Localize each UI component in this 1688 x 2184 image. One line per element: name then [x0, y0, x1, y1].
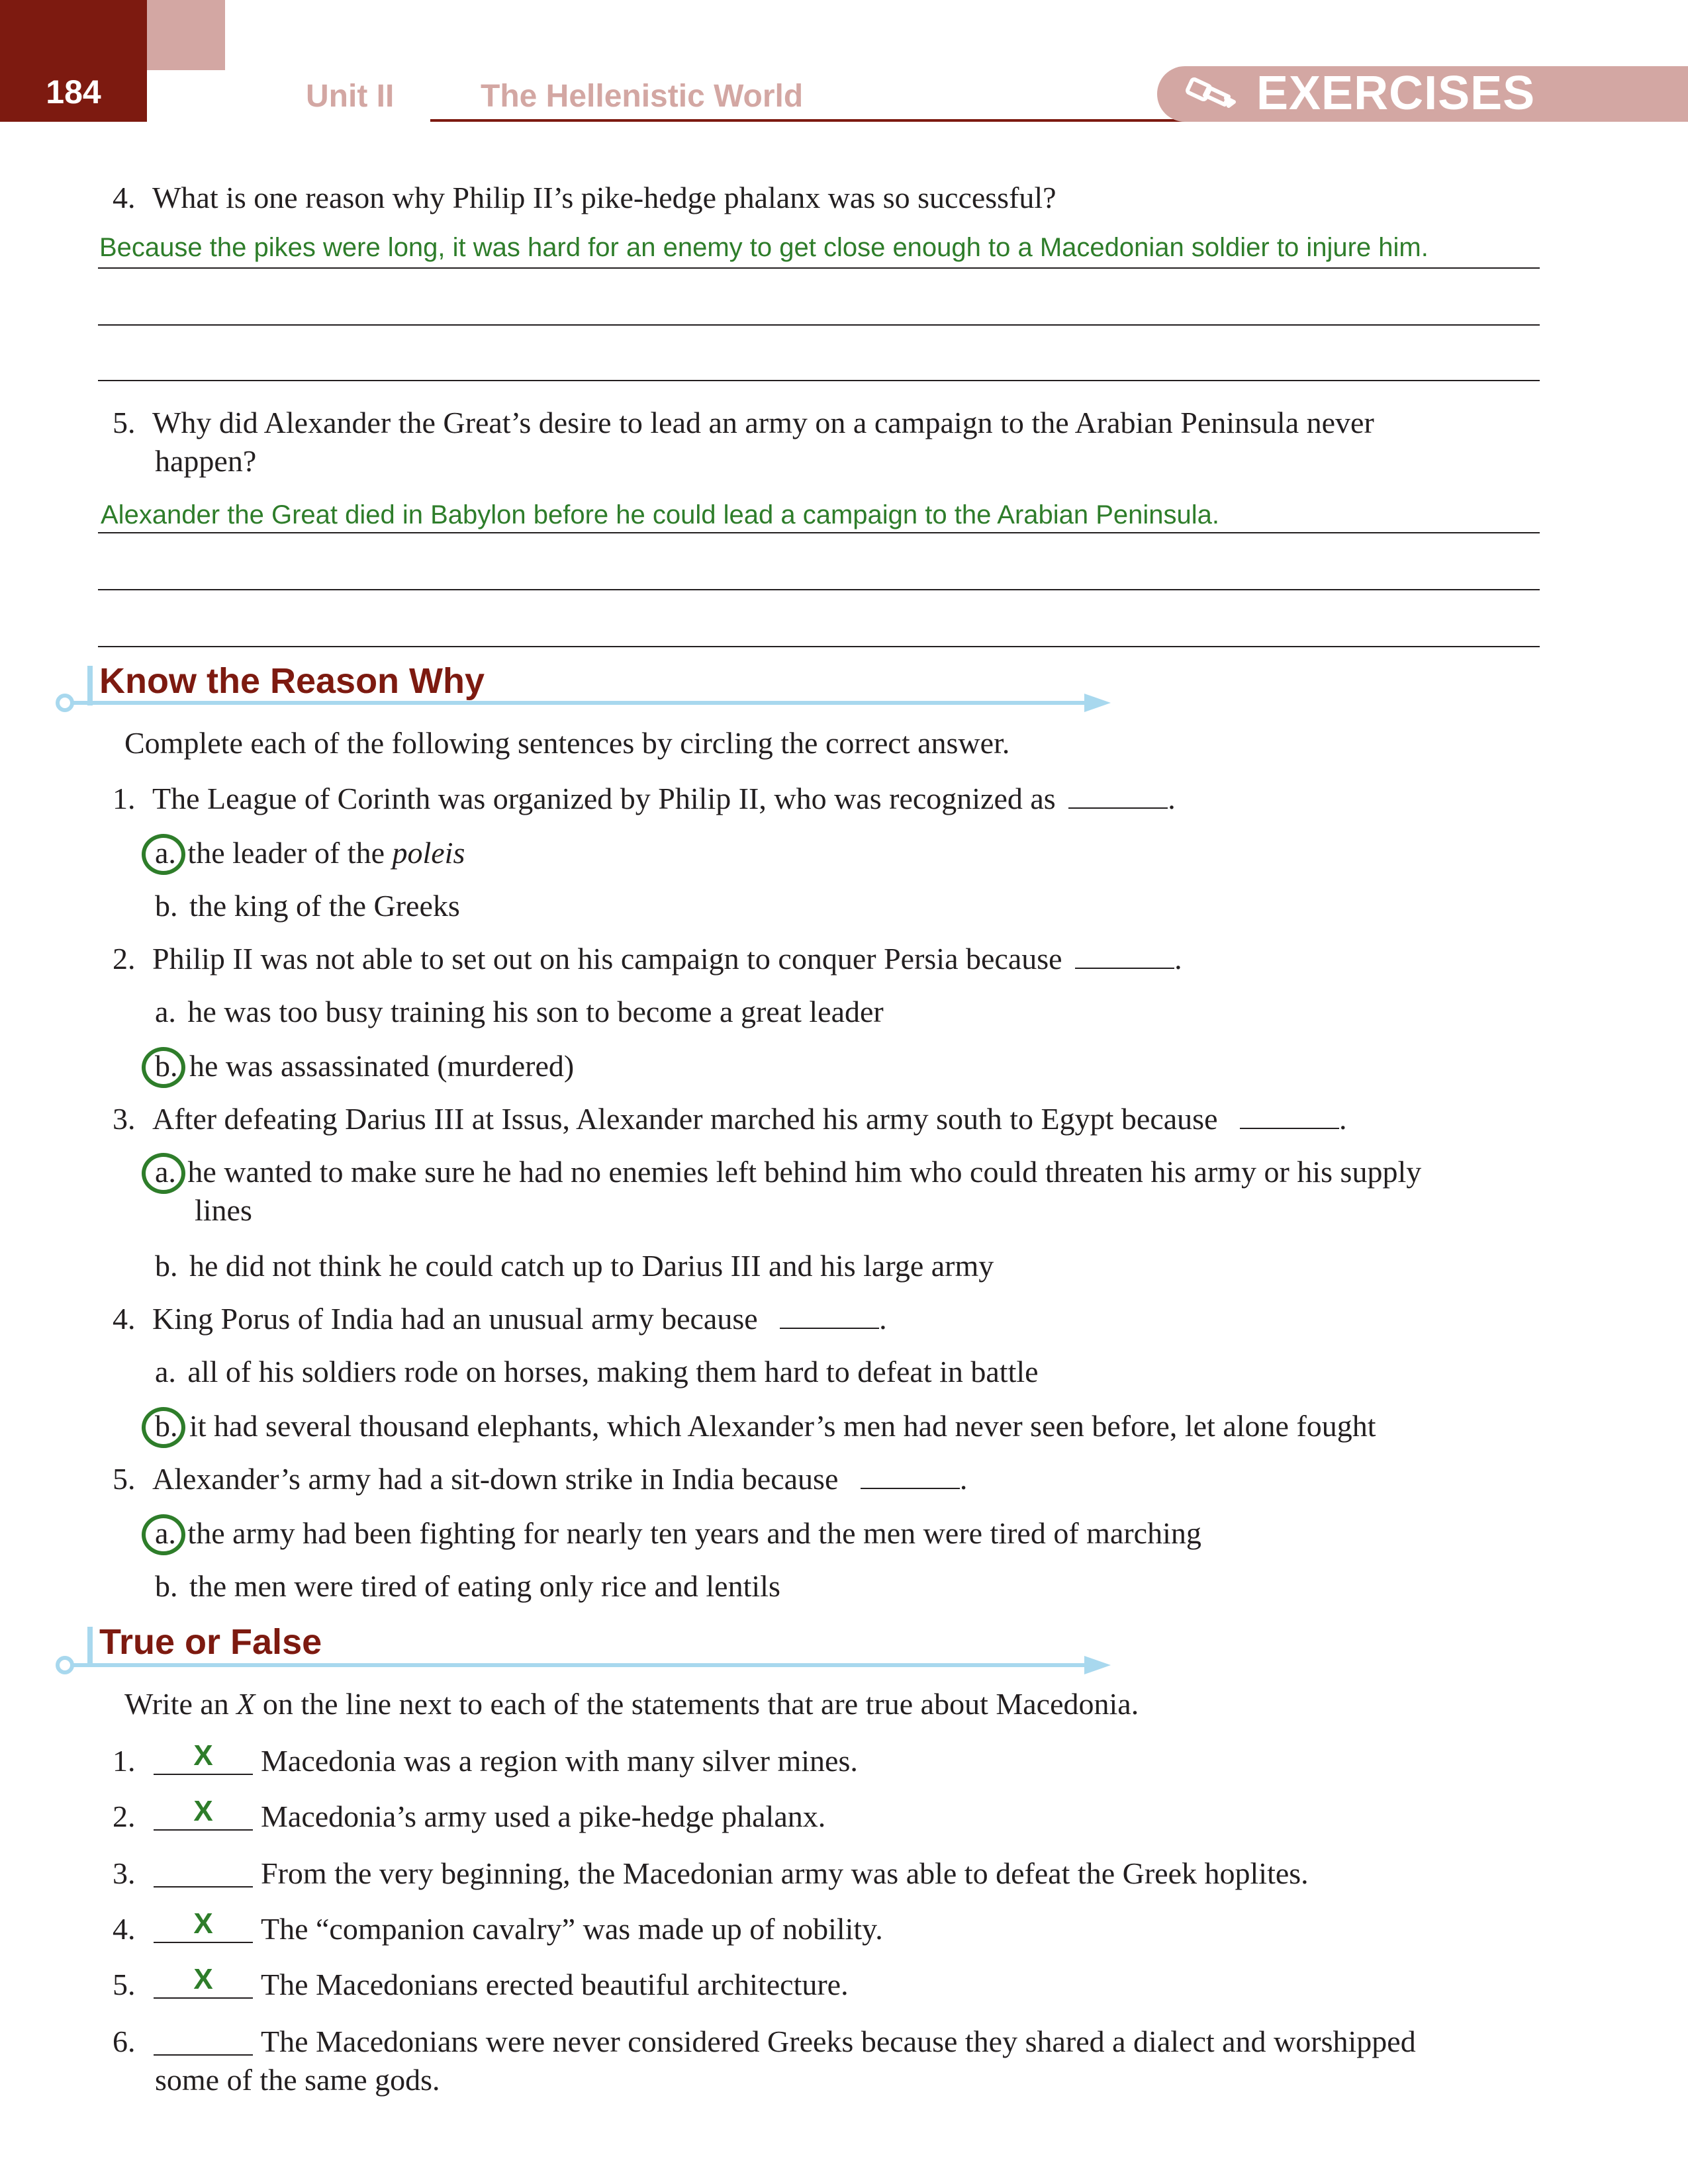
option-label: b.	[155, 1049, 178, 1083]
blank-line	[1075, 942, 1174, 969]
tf-statement: The Macedonians were never considered Greeks because they shared a dialect and worshipped	[261, 2025, 1416, 2058]
option-text: all of his soldiers rode on horses, making them hard to defeat in battle	[187, 1355, 1039, 1388]
question-number: 3.	[113, 1102, 136, 1136]
option-text: the men were tired of eating only rice and lentils	[189, 1569, 780, 1603]
answer-blank[interactable]	[154, 1774, 253, 1775]
question-number: 5.	[113, 1462, 136, 1496]
mc-question: 4. King Porus of India had an unusual army because .	[113, 1302, 887, 1336]
answer-4: Because the pikes were long, it was hard for an enemy to get close enough to a Macedonian soldier to injure him.	[99, 233, 1429, 262]
item-number: 6.	[113, 2025, 136, 2058]
item-number: 5.	[113, 1968, 136, 2001]
section-title-true-false: True or False	[99, 1622, 322, 1662]
answer-line	[98, 267, 1540, 269]
option-b[interactable]	[155, 1047, 574, 1085]
option-text: he was too busy training his son to become a great leader	[187, 995, 884, 1028]
question-stem: Philip II was not able to set out on his campaign to conquer Persia because	[152, 942, 1062, 976]
instructions-text: on the line next to each of the statements that are true about Macedonia.	[255, 1687, 1139, 1721]
tf-item	[113, 1797, 136, 1836]
question-4	[113, 179, 1056, 217]
option-label: b.	[155, 1409, 178, 1443]
question-number: 4.	[113, 1302, 136, 1336]
option-label: b.	[155, 1569, 178, 1603]
tf-statement: The “companion cavalry” was made up of nobility.	[261, 1912, 883, 1946]
option-text: it had several thousand elephants, which Alexander’s men had never seen before, let alone fought	[189, 1409, 1376, 1443]
option-text: he was assassinated (murdered)	[189, 1049, 575, 1083]
section-instructions: Complete each of the following sentences by circling the correct answer.	[124, 726, 1010, 760]
x-mark: X	[193, 1795, 213, 1827]
x-mark: X	[193, 1739, 213, 1772]
option-text: the army had been fighting for nearly ten years and the men were tired of marching	[187, 1516, 1201, 1550]
option-a[interactable]	[155, 834, 465, 872]
tf-item	[113, 2023, 136, 2061]
option-label: a.	[155, 1516, 176, 1550]
question-number: 4.	[113, 181, 136, 214]
section-title-know-reason: Know the Reason Why	[99, 661, 485, 701]
instructions-italic: X	[236, 1687, 256, 1721]
tf-item	[113, 1966, 136, 2004]
tf-item	[113, 1910, 136, 1948]
answer-line	[98, 324, 1540, 326]
option-text: he wanted to make sure he had no enemies left behind him who could threaten his army or his supply	[187, 1155, 1422, 1189]
option-b[interactable]	[155, 887, 460, 925]
unit-title: The Hellenistic World	[481, 79, 804, 114]
option-a[interactable]	[155, 1353, 1039, 1391]
option-label: b.	[155, 1249, 178, 1283]
question-stem: After defeating Darius III at Issus, Alexander marched his army south to Egypt because	[152, 1102, 1218, 1136]
blank-line	[1240, 1103, 1339, 1129]
question-5	[113, 404, 1374, 442]
unit-label: Unit II	[306, 79, 395, 114]
section-bar	[87, 1627, 93, 1666]
x-mark: X	[193, 1907, 213, 1940]
section-instructions	[124, 1685, 1139, 1723]
option-text: he did not think he could catch up to Darius III and his large army	[189, 1249, 994, 1283]
answer-line	[98, 532, 1540, 533]
option-text: the leader of the	[187, 836, 393, 870]
mc-question: 5. Alexander’s army had a sit-down strike in India because .	[113, 1462, 968, 1496]
header-divider	[430, 119, 1185, 122]
item-number: 4.	[113, 1912, 136, 1946]
answer-line	[98, 589, 1540, 590]
tf-item	[113, 1742, 136, 1780]
answer-blank[interactable]	[154, 1942, 253, 1943]
question-number: 1.	[113, 782, 136, 815]
question-text: What is one reason why Philip II’s pike-hedge phalanx was so successful?	[152, 181, 1056, 214]
answer-blank[interactable]	[154, 1829, 253, 1831]
tf-statement: Macedonia’s army used a pike-hedge phalanx.	[261, 1799, 826, 1833]
option-label: a.	[155, 1155, 176, 1189]
section-bar	[87, 666, 93, 705]
answer-blank[interactable]	[154, 1886, 253, 1888]
option-label: a.	[155, 836, 176, 870]
option-label: b.	[155, 889, 178, 923]
item-number: 2.	[113, 1799, 136, 1833]
answer-line	[98, 646, 1540, 647]
option-b[interactable]	[155, 1407, 1376, 1445]
mc-question: 2. Philip II was not able to set out on his campaign to conquer Persia because .	[113, 942, 1182, 976]
blank-line	[1068, 782, 1168, 809]
blank-line	[780, 1302, 879, 1329]
question-stem: King Porus of India had an unusual army because	[152, 1302, 758, 1336]
mc-question: 1. The League of Corinth was organized by Philip II, who was recognized as .	[113, 782, 1176, 815]
option-text-continued: lines	[195, 1193, 252, 1227]
x-mark: X	[193, 1963, 213, 1995]
option-a[interactable]	[155, 1153, 1421, 1191]
tf-statement-continued: some of the same gods.	[155, 2063, 440, 2097]
answer-5: Alexander the Great died in Babylon before he could lead a campaign to the Arabian Peninsula.	[101, 500, 1220, 529]
instructions-text: Write an	[124, 1687, 237, 1721]
answer-line	[98, 380, 1540, 381]
exercises-label: EXERCISES	[1256, 67, 1536, 120]
option-text: the king of the Greeks	[189, 889, 460, 923]
option-b[interactable]	[155, 1567, 780, 1606]
question-text-line1: Why did Alexander the Great’s desire to lead an army on a campaign to the Arabian Peninsula never	[152, 406, 1374, 439]
answer-blank[interactable]	[154, 2054, 253, 2056]
page-number: 184	[46, 73, 101, 111]
option-label: a.	[155, 1355, 176, 1388]
option-b[interactable]	[155, 1247, 994, 1285]
option-a[interactable]	[155, 993, 884, 1031]
tf-item	[113, 1854, 136, 1893]
question-number: 5.	[113, 406, 136, 439]
tf-statement: Macedonia was a region with many silver mines.	[261, 1744, 858, 1778]
tf-statement: The Macedonians erected beautiful architecture.	[261, 1968, 849, 2001]
mc-question: 3. After defeating Darius III at Issus, Alexander marched his army south to Egypt because .	[113, 1102, 1347, 1136]
question-number: 2.	[113, 942, 136, 976]
header-accent-block	[147, 0, 225, 70]
question-stem: The League of Corinth was organized by Philip II, who was recognized as	[152, 782, 1056, 815]
pencil-icon	[1185, 73, 1238, 115]
question-text-line2: happen?	[155, 444, 257, 478]
option-label: a.	[155, 995, 176, 1028]
blank-line	[861, 1463, 960, 1489]
option-a[interactable]	[155, 1514, 1201, 1553]
item-number: 3.	[113, 1856, 136, 1890]
tf-statement: From the very beginning, the Macedonian army was able to defeat the Greek hoplites.	[261, 1856, 1309, 1890]
question-stem: Alexander’s army had a sit-down strike in India because	[152, 1462, 839, 1496]
answer-blank[interactable]	[154, 1997, 253, 1999]
option-text-italic: poleis	[392, 836, 465, 870]
item-number: 1.	[113, 1744, 136, 1778]
